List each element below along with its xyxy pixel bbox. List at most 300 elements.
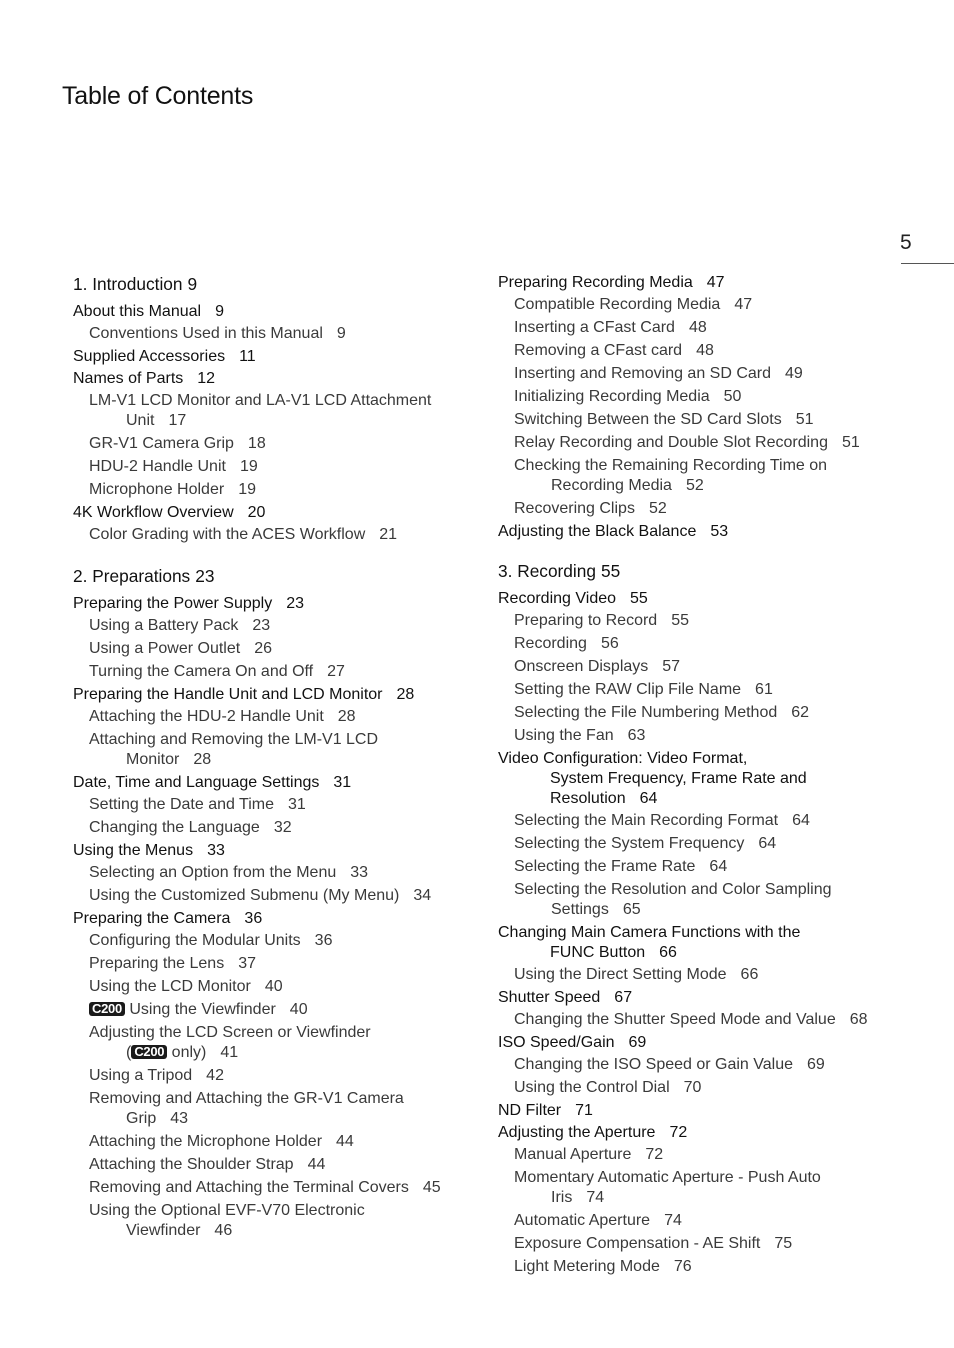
toc-subentry[interactable] bbox=[498, 433, 908, 453]
entry-page-number: 18 bbox=[247, 435, 266, 452]
entry-line bbox=[89, 1067, 224, 1084]
toc-subentry[interactable] bbox=[498, 857, 908, 877]
entry-line bbox=[73, 774, 351, 791]
entry-page-number: 55 bbox=[671, 612, 689, 629]
entry-title: About this Manual bbox=[73, 303, 202, 320]
toc-subentry[interactable] bbox=[73, 616, 473, 636]
toc-subentry[interactable] bbox=[498, 611, 908, 631]
toc-subentry[interactable] bbox=[498, 1145, 908, 1165]
entry-title: Preparing Recording Media bbox=[498, 274, 693, 291]
entry-page-number: 75 bbox=[774, 1235, 793, 1252]
entry-page-number: 64 bbox=[709, 858, 728, 875]
entry-page-number: 28 bbox=[337, 708, 356, 725]
page-title: Table of Contents bbox=[62, 82, 254, 110]
entry-page-number: 44 bbox=[307, 1156, 326, 1173]
toc-subentry[interactable] bbox=[73, 525, 473, 545]
toc-subentry[interactable] bbox=[498, 657, 908, 677]
entry-title: Supplied Accessories bbox=[73, 348, 226, 365]
toc-subentry[interactable] bbox=[73, 662, 473, 682]
entry-line bbox=[89, 708, 356, 725]
entry-title: Using the Fan bbox=[514, 727, 614, 744]
c200-model-icon: C200 bbox=[89, 1002, 125, 1016]
entry-title: Setting the RAW Clip File Name bbox=[514, 681, 742, 698]
entry-line bbox=[89, 978, 283, 995]
entry-line bbox=[89, 1090, 404, 1107]
entry-page-number: 56 bbox=[600, 635, 619, 652]
entry-page-number: 47 bbox=[734, 296, 753, 313]
toc-subentry[interactable] bbox=[498, 410, 908, 430]
entry-continuation-text: Viewfinder bbox=[126, 1222, 201, 1239]
entry-page-number: 21 bbox=[379, 526, 398, 543]
toc-entry[interactable] bbox=[73, 773, 473, 793]
entry-page-number: 71 bbox=[575, 1102, 593, 1119]
entry-title: Removing and Attaching the GR-V1 Camera bbox=[89, 1090, 404, 1107]
toc-entry[interactable] bbox=[73, 369, 473, 389]
entry-page-number: 36 bbox=[314, 932, 333, 949]
entry-title: Attaching and Removing the LM-V1 LCD bbox=[89, 731, 379, 748]
entry-title: Selecting the Frame Rate bbox=[514, 858, 696, 875]
toc-subentry[interactable] bbox=[498, 634, 908, 654]
toc-subentry[interactable] bbox=[73, 1155, 473, 1175]
toc-entry[interactable] bbox=[498, 273, 908, 293]
entry-title: Conventions Used in this Manual bbox=[89, 325, 323, 342]
entry-continuation-text: System Frequency, Frame Rate and bbox=[550, 770, 807, 787]
entry-title: Date, Time and Language Settings bbox=[73, 774, 320, 791]
entry-continuation bbox=[498, 769, 908, 789]
entry-line bbox=[73, 348, 256, 365]
entry-title: Preparing the Power Supply bbox=[73, 595, 273, 612]
entry-line bbox=[89, 325, 346, 342]
entry-line bbox=[73, 842, 225, 859]
entry-page-number: 46 bbox=[214, 1222, 233, 1239]
entry-line bbox=[498, 750, 747, 767]
toc-right-column bbox=[498, 273, 908, 1280]
entry-line bbox=[89, 663, 345, 680]
entry-page-number: 28 bbox=[193, 751, 212, 768]
entry-page-number: 19 bbox=[238, 481, 256, 498]
entry-line bbox=[514, 342, 714, 359]
entry-title: Compatible Recording Media bbox=[514, 296, 721, 313]
entry-line bbox=[498, 523, 728, 540]
entry-line bbox=[89, 481, 256, 498]
entry-title: Selecting an Option from the Menu bbox=[89, 864, 337, 881]
entry-continuation-text: Settings bbox=[551, 901, 609, 918]
toc-subentry[interactable] bbox=[73, 1132, 473, 1152]
chapter-title: 3. Recording bbox=[498, 561, 596, 581]
entry-continuation-text: Recording Media bbox=[551, 477, 672, 494]
toc-entry[interactable] bbox=[498, 1033, 908, 1053]
entry-page-number: 66 bbox=[740, 966, 759, 983]
entry-page-number: 42 bbox=[206, 1067, 224, 1084]
entry-continuation-text: FUNC Button bbox=[550, 944, 646, 961]
entry-line bbox=[514, 858, 727, 875]
entry-title: Preparing the Lens bbox=[89, 955, 225, 972]
entry-continuation bbox=[514, 1188, 908, 1208]
entry-page-number: 33 bbox=[350, 864, 369, 881]
entry-line bbox=[73, 303, 224, 320]
entry-continuation-text: Resolution bbox=[550, 790, 626, 807]
toc-subentry[interactable] bbox=[498, 341, 908, 361]
toc-entry[interactable] bbox=[73, 685, 473, 705]
entry-title: Changing Main Camera Functions with the bbox=[498, 924, 801, 941]
entry-page-number: 53 bbox=[710, 523, 729, 540]
toc-subentry[interactable] bbox=[498, 1010, 908, 1030]
entry-title: Names of Parts bbox=[73, 370, 184, 387]
toc-subentry[interactable] bbox=[73, 977, 473, 997]
toc-subentry[interactable] bbox=[73, 434, 473, 454]
toc-subentry[interactable] bbox=[73, 1089, 473, 1129]
entry-title: Using a Battery Pack bbox=[89, 617, 239, 634]
entry-title: Switching Between the SD Card Slots bbox=[514, 411, 782, 428]
entry-line bbox=[514, 434, 860, 451]
entry-title: Using the Viewfinder bbox=[129, 1001, 276, 1018]
entry-continuation bbox=[514, 476, 908, 496]
entry-line bbox=[89, 819, 292, 836]
entry-line bbox=[89, 731, 378, 748]
toc-subentry[interactable] bbox=[73, 1201, 473, 1241]
toc-entry[interactable] bbox=[73, 503, 473, 523]
entry-page-number: 40 bbox=[289, 1001, 308, 1018]
toc-entry[interactable] bbox=[73, 841, 473, 861]
entry-line bbox=[89, 932, 332, 949]
entry-line bbox=[89, 955, 256, 972]
entry-line bbox=[89, 1133, 354, 1150]
entry-line bbox=[498, 989, 632, 1006]
entry-title: Using the Optional EVF-V70 Electronic bbox=[89, 1202, 365, 1219]
toc-subentry[interactable] bbox=[498, 726, 908, 746]
entry-page-number: 63 bbox=[627, 727, 646, 744]
entry-line bbox=[89, 796, 306, 813]
toc-subentry[interactable] bbox=[498, 387, 908, 407]
toc-subentry[interactable] bbox=[73, 818, 473, 838]
entry-title: Shutter Speed bbox=[498, 989, 601, 1006]
toc-subentry[interactable] bbox=[498, 499, 908, 519]
entry-continuation bbox=[498, 943, 908, 963]
entry-line bbox=[514, 812, 810, 829]
entry-page-number: 74 bbox=[586, 1189, 605, 1206]
entry-page-number: 23 bbox=[252, 617, 271, 634]
entry-line bbox=[498, 1034, 646, 1051]
entry-page-number: 68 bbox=[849, 1011, 868, 1028]
entry-page-number: 52 bbox=[685, 477, 704, 494]
entry-page-number: 62 bbox=[791, 704, 810, 721]
entry-page-number: 50 bbox=[723, 388, 742, 405]
entry-line bbox=[89, 435, 266, 452]
entry-line bbox=[89, 1024, 371, 1041]
entry-page-number: 55 bbox=[630, 590, 648, 607]
entry-page-number: 61 bbox=[755, 681, 773, 698]
page-number-rule bbox=[901, 263, 954, 264]
entry-continuation-prefix: ( bbox=[126, 1044, 132, 1061]
entry-title: HDU-2 Handle Unit bbox=[89, 458, 226, 475]
entry-title: Recording Video bbox=[498, 590, 617, 607]
entry-title: Inserting and Removing an SD Card bbox=[514, 365, 772, 382]
entry-title: Checking the Remaining Recording Time on bbox=[514, 457, 828, 474]
entry-line bbox=[89, 458, 258, 475]
entry-line bbox=[89, 1001, 308, 1018]
entry-continuation-text: Grip bbox=[126, 1110, 157, 1127]
entry-line bbox=[514, 966, 758, 983]
chapter-heading[interactable] bbox=[73, 273, 473, 295]
entry-continuation bbox=[89, 411, 473, 431]
entry-line bbox=[498, 590, 648, 607]
entry-continuation bbox=[498, 789, 908, 809]
toc-subentry[interactable] bbox=[498, 364, 908, 384]
entry-title: Attaching the Microphone Holder bbox=[89, 1133, 323, 1150]
toc-subentry[interactable] bbox=[498, 965, 908, 985]
entry-title: Changing the Language bbox=[89, 819, 260, 836]
entry-title: Momentary Automatic Aperture - Push Auto bbox=[514, 1169, 821, 1186]
entry-page-number: 51 bbox=[795, 411, 814, 428]
entry-page-number: 52 bbox=[648, 500, 667, 517]
toc-entry[interactable] bbox=[73, 347, 473, 367]
toc-subentry[interactable] bbox=[73, 1000, 473, 1020]
entry-line bbox=[514, 1212, 682, 1229]
entry-title: ND Filter bbox=[498, 1102, 562, 1119]
entry-title: Using the Customized Submenu (My Menu) bbox=[89, 887, 400, 904]
chapter-page-number: 23 bbox=[195, 566, 215, 586]
entry-title: Color Grading with the ACES Workflow bbox=[89, 526, 366, 543]
entry-page-number: 36 bbox=[244, 910, 263, 927]
entry-title: Attaching the Shoulder Strap bbox=[89, 1156, 294, 1173]
entry-line bbox=[498, 1124, 687, 1141]
entry-continuation-text: Unit bbox=[126, 412, 155, 429]
entry-title: Selecting the Resolution and Color Sampling bbox=[514, 881, 832, 898]
entry-line bbox=[514, 1056, 825, 1073]
entry-continuation bbox=[89, 1043, 473, 1063]
toc-subentry[interactable] bbox=[73, 931, 473, 951]
entry-title: Adjusting the Aperture bbox=[498, 1124, 656, 1141]
entry-line bbox=[89, 864, 368, 881]
toc-subentry[interactable] bbox=[73, 730, 473, 770]
entry-page-number: 40 bbox=[264, 978, 283, 995]
entry-line bbox=[514, 727, 645, 744]
entry-page-number: 72 bbox=[645, 1146, 664, 1163]
entry-title: Attaching the HDU-2 Handle Unit bbox=[89, 708, 324, 725]
entry-line bbox=[498, 1102, 593, 1119]
entry-line bbox=[514, 1169, 821, 1186]
toc-subentry[interactable] bbox=[498, 811, 908, 831]
entry-page-number: 49 bbox=[785, 365, 803, 382]
chapter-heading[interactable] bbox=[498, 560, 908, 582]
toc-subentry[interactable] bbox=[73, 391, 473, 431]
toc-entry[interactable] bbox=[73, 594, 473, 614]
entry-title: Using the Direct Setting Mode bbox=[514, 966, 727, 983]
entry-continuation bbox=[514, 900, 908, 920]
toc-subentry[interactable] bbox=[73, 886, 473, 906]
entry-page-number: 47 bbox=[706, 274, 725, 291]
chapter-heading[interactable] bbox=[73, 565, 473, 587]
entry-page-number: 20 bbox=[247, 504, 266, 521]
entry-line bbox=[514, 681, 773, 698]
entry-page-number: 48 bbox=[696, 342, 714, 359]
page-number: 5 bbox=[900, 231, 912, 254]
entry-page-number: 70 bbox=[683, 1079, 702, 1096]
entry-title: Removing a CFast card bbox=[514, 342, 683, 359]
entry-title: Light Metering Mode bbox=[514, 1258, 660, 1275]
entry-continuation-text: Iris bbox=[551, 1189, 573, 1206]
toc-subentry[interactable] bbox=[73, 707, 473, 727]
entry-line bbox=[514, 704, 809, 721]
toc-subentry[interactable] bbox=[73, 1066, 473, 1086]
entry-line bbox=[514, 1258, 692, 1275]
entry-title: Changing the ISO Speed or Gain Value bbox=[514, 1056, 793, 1073]
entry-line bbox=[514, 1079, 701, 1096]
toc-subentry[interactable] bbox=[498, 703, 908, 723]
toc-subentry[interactable] bbox=[73, 1023, 473, 1063]
toc-entry[interactable] bbox=[498, 988, 908, 1008]
entry-title: ISO Speed/Gain bbox=[498, 1034, 615, 1051]
entry-page-number: 27 bbox=[327, 663, 345, 680]
toc-subentry[interactable] bbox=[498, 1257, 908, 1277]
entry-page-number: 34 bbox=[413, 887, 432, 904]
entry-line bbox=[514, 388, 741, 405]
entry-title: Turning the Camera On and Off bbox=[89, 663, 314, 680]
entry-line bbox=[514, 658, 680, 675]
toc-subentry[interactable] bbox=[498, 456, 908, 496]
entry-title: Adjusting the LCD Screen or Viewfinder bbox=[89, 1024, 371, 1041]
entry-title: Changing the Shutter Speed Mode and Value bbox=[514, 1011, 836, 1028]
toc-entry[interactable] bbox=[498, 749, 908, 809]
entry-page-number: 11 bbox=[239, 348, 256, 365]
entry-title: LM-V1 LCD Monitor and LA-V1 LCD Attachment bbox=[89, 392, 432, 409]
entry-title: Exposure Compensation - AE Shift bbox=[514, 1235, 761, 1252]
entry-title: Setting the Date and Time bbox=[89, 796, 274, 813]
entry-line bbox=[514, 1235, 792, 1252]
toc-subentry[interactable] bbox=[498, 680, 908, 700]
entry-page-number: 48 bbox=[688, 319, 707, 336]
toc-subentry[interactable] bbox=[498, 1211, 908, 1231]
entry-title: Configuring the Modular Units bbox=[89, 932, 301, 949]
entry-title: Adjusting the Black Balance bbox=[498, 523, 697, 540]
chapter-page-number: 55 bbox=[600, 561, 621, 581]
entry-title: Using a Tripod bbox=[89, 1067, 193, 1084]
entry-page-number: 65 bbox=[622, 901, 641, 918]
entry-page-number: 17 bbox=[168, 412, 187, 429]
entry-line bbox=[73, 370, 215, 387]
toc-subentry[interactable] bbox=[498, 1078, 908, 1098]
entry-line bbox=[89, 617, 270, 634]
entry-page-number: 76 bbox=[673, 1258, 692, 1275]
toc-subentry[interactable] bbox=[73, 324, 473, 344]
toc-subentry[interactable] bbox=[498, 880, 908, 920]
entry-page-number: 74 bbox=[664, 1212, 682, 1229]
entry-page-number: 37 bbox=[238, 955, 256, 972]
entry-page-number: 9 bbox=[336, 325, 346, 342]
entry-line bbox=[514, 296, 752, 313]
entry-page-number: 28 bbox=[396, 686, 415, 703]
entry-title: Recording bbox=[514, 635, 587, 652]
toc-subentry[interactable] bbox=[73, 954, 473, 974]
entry-title: Selecting the System Frequency bbox=[514, 835, 745, 852]
entry-page-number: 32 bbox=[273, 819, 292, 836]
entry-line bbox=[73, 504, 265, 521]
entry-line bbox=[514, 635, 619, 652]
entry-title: Automatic Aperture bbox=[514, 1212, 651, 1229]
entry-line bbox=[514, 365, 803, 382]
entry-line bbox=[89, 1156, 325, 1173]
entry-title: Using the LCD Monitor bbox=[89, 978, 251, 995]
entry-title: 4K Workflow Overview bbox=[73, 504, 234, 521]
toc-subentry[interactable] bbox=[73, 480, 473, 500]
toc-subentry[interactable] bbox=[498, 834, 908, 854]
entry-page-number: 67 bbox=[614, 989, 633, 1006]
toc-subentry[interactable] bbox=[498, 1234, 908, 1254]
toc-entry[interactable] bbox=[73, 302, 473, 322]
entry-page-number: 12 bbox=[197, 370, 216, 387]
entry-line bbox=[73, 595, 304, 612]
toc-subentry[interactable] bbox=[73, 1178, 473, 1198]
entry-title: GR-V1 Camera Grip bbox=[89, 435, 234, 452]
entry-title: Relay Recording and Double Slot Recording bbox=[514, 434, 828, 451]
entry-line bbox=[89, 887, 431, 904]
toc-subentry[interactable] bbox=[498, 295, 908, 315]
toc-subentry[interactable] bbox=[73, 795, 473, 815]
entry-title: Selecting the File Numbering Method bbox=[514, 704, 778, 721]
toc-entry[interactable] bbox=[498, 1101, 908, 1121]
entry-line bbox=[89, 1202, 365, 1219]
entry-title: Removing and Attaching the Terminal Covers bbox=[89, 1179, 409, 1196]
entry-page-number: 51 bbox=[841, 434, 860, 451]
toc-subentry[interactable] bbox=[498, 1168, 908, 1208]
entry-title: Video Configuration: Video Format, bbox=[498, 750, 748, 767]
entry-page-number: 64 bbox=[792, 812, 810, 829]
entry-page-number: 23 bbox=[286, 595, 305, 612]
entry-title: Preparing the Handle Unit and LCD Monitor bbox=[73, 686, 383, 703]
entry-page-number: 44 bbox=[336, 1133, 354, 1150]
chapter-title: 1. Introduction bbox=[73, 274, 183, 294]
toc-subentry[interactable] bbox=[73, 863, 473, 883]
entry-continuation-text: only) bbox=[171, 1044, 207, 1061]
toc-entry[interactable] bbox=[73, 909, 473, 929]
entry-line bbox=[89, 640, 272, 657]
entry-line bbox=[514, 500, 667, 517]
entry-line bbox=[514, 1146, 663, 1163]
entry-continuation-text: Monitor bbox=[126, 751, 180, 768]
entry-title: Preparing to Record bbox=[514, 612, 658, 629]
entry-continuation bbox=[89, 750, 473, 770]
entry-line bbox=[514, 319, 707, 336]
entry-page-number: 31 bbox=[333, 774, 352, 791]
entry-line bbox=[89, 392, 431, 409]
entry-title: Manual Aperture bbox=[514, 1146, 632, 1163]
toc-subentry[interactable] bbox=[73, 457, 473, 477]
entry-title: Using the Control Dial bbox=[514, 1079, 670, 1096]
entry-title: Selecting the Main Recording Format bbox=[514, 812, 779, 829]
entry-line bbox=[514, 835, 776, 852]
entry-page-number: 31 bbox=[288, 796, 306, 813]
toc-entry[interactable] bbox=[498, 1123, 908, 1143]
toc-entry[interactable] bbox=[498, 589, 908, 609]
toc-subentry[interactable] bbox=[498, 318, 908, 338]
toc-subentry[interactable] bbox=[73, 639, 473, 659]
entry-title: Onscreen Displays bbox=[514, 658, 649, 675]
chapter-page-number: 9 bbox=[187, 274, 198, 294]
entry-title: Preparing the Camera bbox=[73, 910, 231, 927]
entry-title: Inserting a CFast Card bbox=[514, 319, 675, 336]
toc-left-column bbox=[73, 273, 473, 1244]
entry-line bbox=[514, 411, 813, 428]
entry-page-number: 33 bbox=[207, 842, 225, 859]
entry-page-number: 69 bbox=[628, 1034, 647, 1051]
entry-title: Initializing Recording Media bbox=[514, 388, 710, 405]
toc-entry[interactable] bbox=[498, 522, 908, 542]
entry-page-number: 64 bbox=[758, 835, 777, 852]
entry-page-number: 69 bbox=[807, 1056, 825, 1073]
toc-entry[interactable] bbox=[498, 923, 908, 963]
entry-page-number: 72 bbox=[669, 1124, 688, 1141]
toc-subentry[interactable] bbox=[498, 1055, 908, 1075]
